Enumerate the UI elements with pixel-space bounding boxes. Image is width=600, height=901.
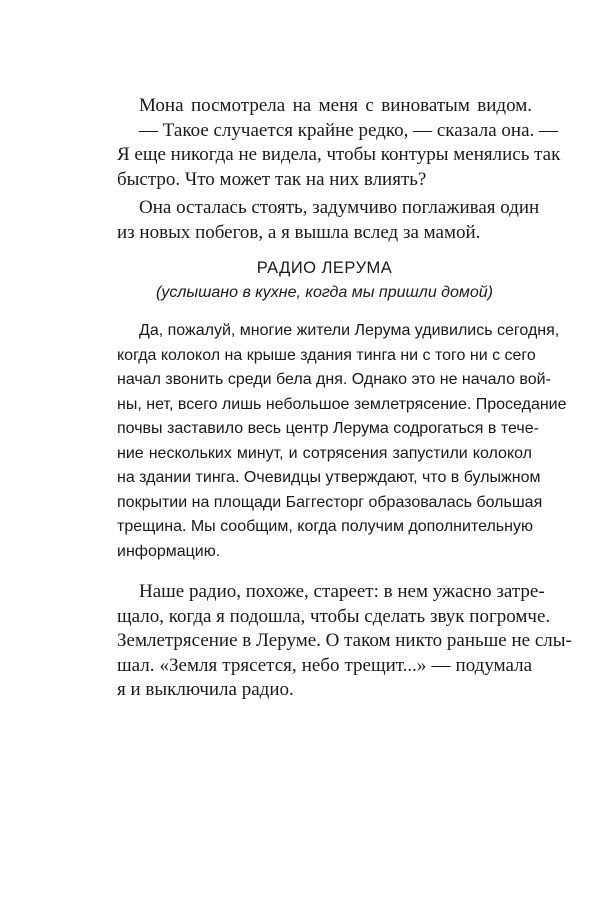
radio-section-title: РАДИО ЛЕРУМА xyxy=(256,259,393,277)
text-line: на здании тинга. Очевидцы утверждают, что в булыжном xyxy=(117,469,541,486)
text-line: начал звонить среди бела дня. Однако это не начало вой- xyxy=(117,371,551,388)
text-line: Наше радио, похоже, стареет: в нем ужасно затре- xyxy=(139,581,545,602)
paragraph-radio-broadcast xyxy=(117,319,567,564)
text-line: из новых побегов, а я вышла вслед за мамой. xyxy=(117,221,481,243)
text-line: щало, когда я подошла, чтобы сделать звук погромче. xyxy=(117,605,551,627)
text-line: трещина. Мы сообщим, когда получим дополнительную xyxy=(117,518,533,535)
text-line: Она осталась стоять, задумчиво поглаживая один xyxy=(139,197,540,218)
paragraph-mona-apology xyxy=(117,94,561,192)
text-line: покрытии на площади Баггесторг образовалась большая xyxy=(117,493,543,511)
text-line: Я еще никогда не видела, чтобы контуры менялись так xyxy=(117,144,561,165)
text-line: — Такое случается крайне редко, — сказала она. — xyxy=(139,119,559,141)
text-line: когда колокол на крыше здания тинга ни с того ни с сего xyxy=(117,346,536,364)
text-line: ны, нет, всего лишь небольшое землетрясение. Проседание xyxy=(117,395,567,413)
text-line: я и выключила радио. xyxy=(117,679,294,700)
paragraph-old-radio xyxy=(117,580,572,703)
text-line: информацию. xyxy=(117,542,221,560)
text-line: шал. «Земля трясется, небо трещит...» — подумала xyxy=(117,654,532,676)
text-line: почвы заставило весь центр Лерума содрогаться в тече- xyxy=(117,420,539,437)
radio-section-subtitle: (услышано в кухне, когда мы пришли домой) xyxy=(155,284,494,301)
text-line: Землетрясение в Леруме. О таком никто раньше не слы- xyxy=(117,630,572,651)
text-line: ние нескольких минут, и сотрясения запустили колокол xyxy=(117,444,532,462)
text-line: Мона посмотрела на меня с виноватым видом. xyxy=(139,95,532,116)
text-line: Да, пожалуй, многие жители Лерума удивились сегодня, xyxy=(139,322,560,339)
book-page xyxy=(117,94,572,703)
text-line: быстро. Что может так на них влиять? xyxy=(117,168,427,190)
paragraph-mona-stays xyxy=(117,196,540,245)
